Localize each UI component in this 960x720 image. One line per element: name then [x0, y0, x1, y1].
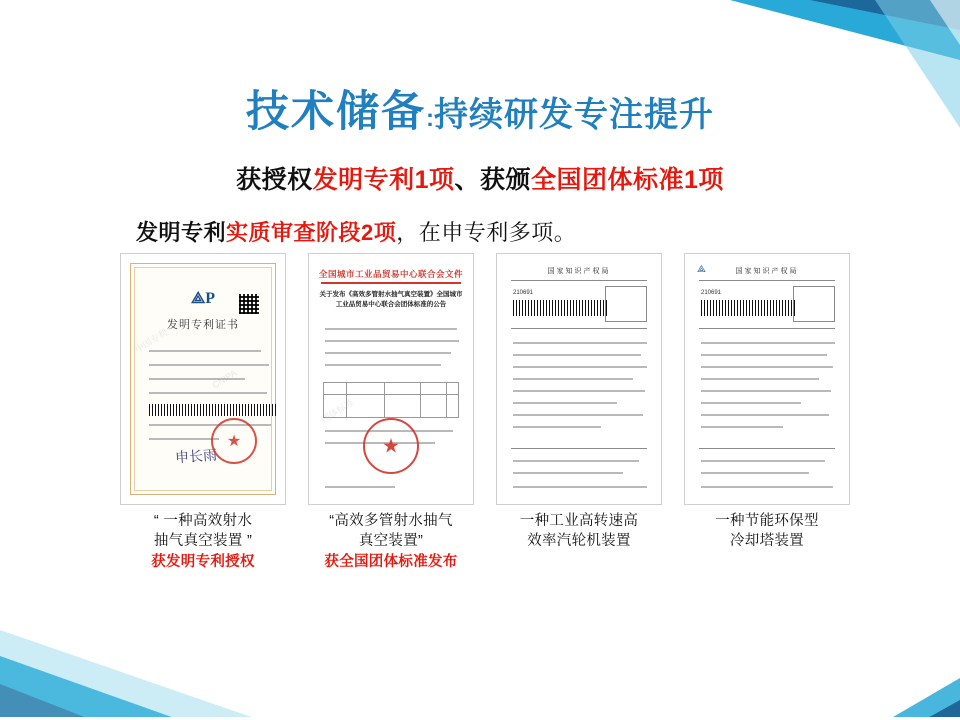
certificate-caption-patent	[151, 512, 255, 573]
headline-primary-seg1: 获授权	[236, 166, 313, 194]
red-seal-icon	[363, 418, 419, 474]
barcode-icon	[701, 300, 797, 316]
certificate-item-patent	[120, 253, 286, 573]
certificate-item-cnipa-2	[684, 253, 850, 573]
bulletin-subtitle: 关于发布《高效多管射水抽气真空装置》全国城市工业品贸易中心联合会团体标准的公告	[319, 291, 463, 308]
decoration-bottom-right	[840, 660, 960, 720]
caption-line-2: 冷却塔装置	[729, 532, 804, 549]
qr-code-icon	[239, 294, 259, 314]
headline-primary-seg2: 发明专利1项	[312, 166, 455, 194]
caption-line-1: 一种工业高转速高	[519, 513, 639, 529]
headline-primary	[0, 160, 960, 196]
cnipa-doc-number: 210691	[701, 290, 722, 296]
headline-secondary-seg2: 实质审查阶段2项	[226, 220, 397, 245]
caption-line-1: “高效多管射水抽气	[329, 513, 453, 529]
headline-primary-seg3: 、获颁	[454, 166, 532, 194]
headline-secondary-seg1: 发明专利	[136, 220, 227, 245]
certificate-item-cnipa-1	[496, 253, 662, 573]
caption-line-2: 真空装置”	[358, 532, 424, 549]
barcode-icon	[513, 300, 609, 316]
certificate-item-group-standard	[308, 253, 474, 573]
cnipa-emblem-icon: ⟁	[697, 264, 706, 275]
caption-line-1: 一种节能环保型	[715, 513, 819, 529]
certificate-image-cnipa-1[interactable]	[496, 253, 662, 505]
certificate-caption-cnipa-2	[715, 512, 819, 551]
headline-primary-seg4: 全国团体标准1项	[531, 166, 724, 194]
certificate-signature: 申长雨	[174, 448, 218, 467]
certificate-image-patent[interactable]	[120, 253, 286, 505]
caption-highlight: 获全国团体标准发布	[324, 554, 458, 571]
decoration-bottom-left	[0, 610, 300, 720]
date-stamp-box	[605, 286, 647, 322]
certificate-image-cnipa-2[interactable]	[684, 253, 850, 505]
red-seal-icon	[211, 418, 257, 464]
cnipa-emblem-icon: ⟁P	[190, 290, 216, 307]
caption-line-1: “ 一种高效射水	[153, 513, 253, 529]
page-title-main: 技术储备	[246, 89, 426, 136]
page-title-colon: :	[426, 105, 434, 132]
certificate-watermark: 中国专利	[133, 327, 170, 355]
certificate-watermark: 团体标准	[319, 397, 356, 425]
certificate-watermark-2: CNIPA	[210, 367, 239, 391]
bulletin-divider	[321, 282, 461, 284]
certificate-image-group-standard[interactable]	[308, 253, 474, 505]
certificate-caption-group-standard	[324, 512, 457, 573]
cnipa-doc-title: 国家知识产权局	[735, 268, 799, 275]
headline-secondary	[136, 216, 576, 247]
bulletin-header: 全国城市工业品贸易中心联合会文件	[318, 269, 463, 279]
page-title	[0, 78, 960, 139]
date-stamp-box	[793, 286, 835, 322]
cnipa-doc-number: 210691	[513, 290, 534, 296]
certificate-caption-cnipa-1	[520, 512, 638, 551]
caption-line-2: 效率汽轮机装置	[527, 532, 631, 549]
certificate-gallery	[120, 253, 860, 573]
barcode-icon	[149, 404, 277, 416]
headline-secondary-seg3: ，在申专利多项。	[396, 220, 577, 245]
certificate-border-frame	[130, 263, 276, 495]
caption-line-2: 抽气真空装置 ”	[153, 532, 253, 549]
page-title-sub: 持续研发专注提升	[434, 97, 714, 134]
certificate-doc-title: 发明专利证书	[167, 319, 239, 331]
cnipa-doc-title: 国家知识产权局	[547, 268, 611, 275]
caption-highlight: 获发明专利授权	[151, 554, 255, 571]
